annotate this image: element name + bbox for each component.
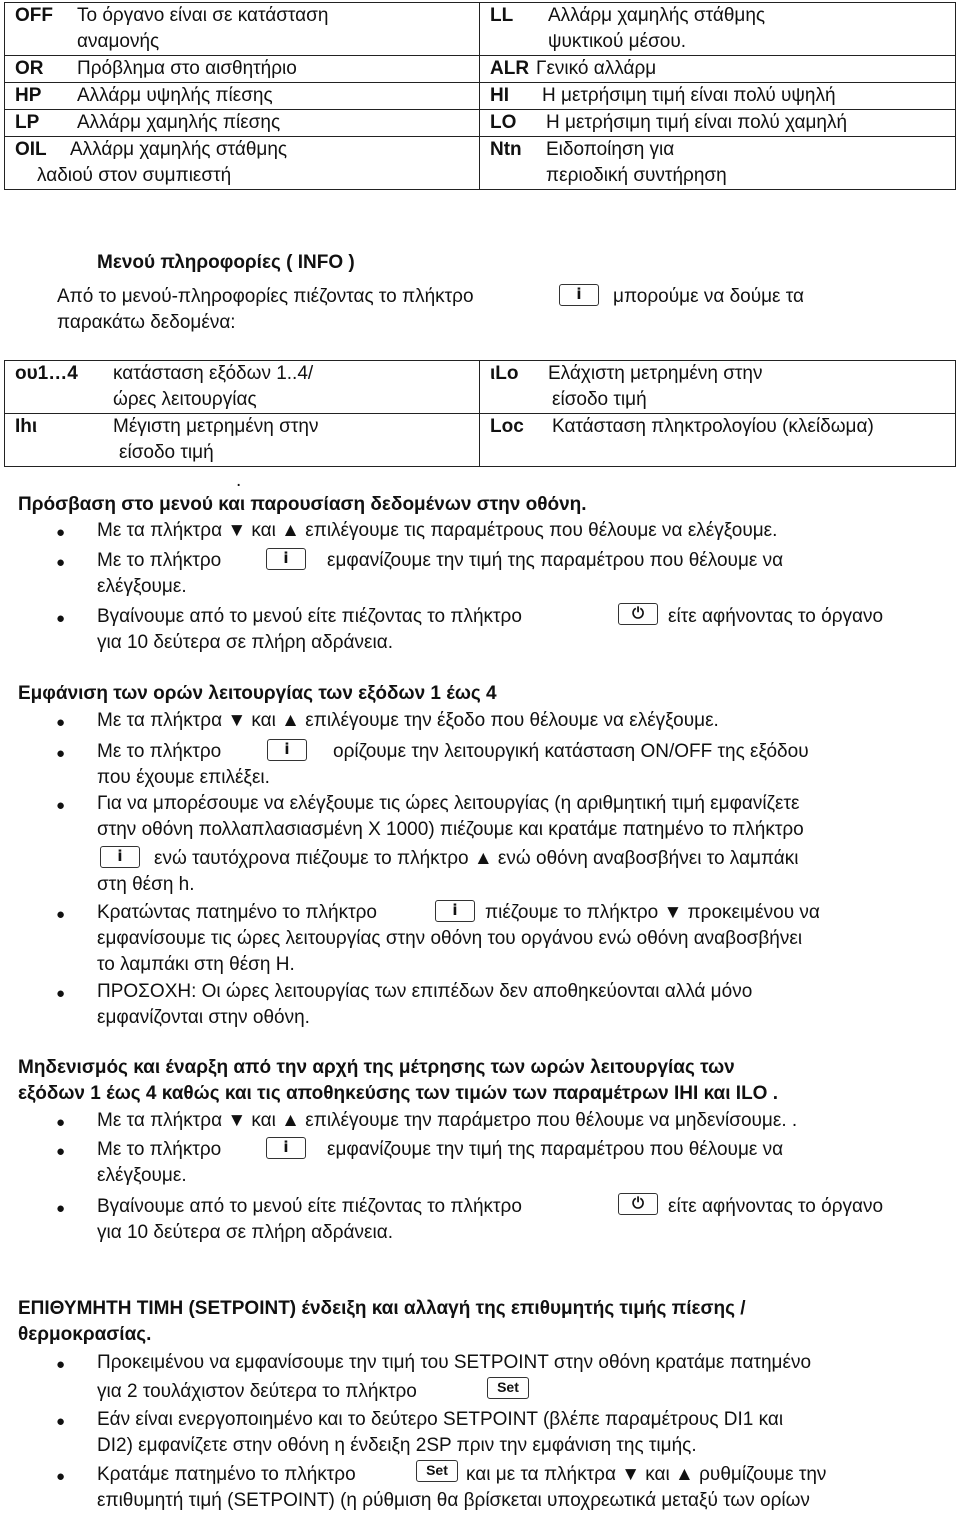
- alarm-description: Η μετρήσιμη τιμή είναι πολύ χαμηλή: [546, 112, 848, 133]
- info-description: Κατάσταση πληκτρολογίου (κλείδωμα): [552, 416, 874, 437]
- bullet-icon: ●: [56, 524, 66, 541]
- table-cell: [5, 3, 480, 56]
- table-row: [5, 56, 956, 83]
- outputs-bullet-4-cont: πιέζουμε το πλήκτρο ▼ προκειμένου να: [485, 902, 820, 923]
- info-data-table: [4, 360, 956, 467]
- outputs-bullet-1: Με τα πλήκτρα ▼ και ▲ επιλέγουμε την έξοδο που θέλουμε να ελέγξουμε.: [97, 710, 719, 731]
- outputs-bullet-4-line3: το λαμπάκι στη θέση Η.: [97, 954, 295, 975]
- reset-bullet-2-cont: εμφανίζουμε την τιμή της παραμέτρου που θέλουμε να: [327, 1139, 784, 1160]
- set-key-icon: Set: [487, 1377, 529, 1399]
- table-cell: [480, 414, 956, 467]
- alarm-code: Ntn: [490, 139, 522, 160]
- table-row: [5, 3, 956, 56]
- power-key-icon: ⏻: [618, 603, 658, 625]
- info-key-icon: i: [435, 900, 475, 922]
- alarm-description: Αλλάρμ χαμηλής στάθμης: [548, 5, 766, 26]
- outputs-bullet-5-line2: εμφανίζονται στην οθόνη.: [97, 1007, 310, 1028]
- reset-bullet-3: Βγαίνουμε από το μενού είτε πιέζοντας το πλήκτρο: [97, 1196, 522, 1217]
- alarm-description-line2: αναμονής: [77, 31, 160, 52]
- outputs-bullet-3-line3: ενώ ταυτόχρονα πιέζουμε το πλήκτρο ▲ ενώ οθόνη αναβοσβήνει το λαμπάκι: [154, 848, 799, 869]
- info-description: Μέγιστη μετρημένη στην: [113, 416, 319, 437]
- table-cell: [480, 137, 956, 190]
- alarm-description: Γενικό αλλάρμ: [536, 58, 657, 79]
- outputs-bullet-5: ΠΡΟΣΟΧΗ: Οι ώρες λειτουργίας των επιπέδων δεν αποθηκεύονται αλλά μόνο: [97, 981, 753, 1002]
- info-intro-text-line2: παρακάτω δεδομένα:: [57, 312, 236, 333]
- info-intro-text-cont: μπορούμε να δούμε τα: [613, 286, 805, 307]
- access-section-title: Πρόσβαση στο μενού και παρουσίαση δεδομένων στην οθόνη.: [18, 494, 587, 515]
- alarm-code: OR: [15, 58, 44, 79]
- dot-mark: .: [236, 470, 242, 491]
- alarm-code: LL: [490, 5, 514, 26]
- alarm-code: HP: [15, 85, 42, 106]
- alarm-codes-table: [4, 2, 956, 190]
- bullet-icon: ●: [56, 1356, 66, 1373]
- setpoint-bullet-3-cont: και με τα πλήκτρα ▼ και ▲ ρυθμίζουμε την: [466, 1464, 827, 1485]
- alarm-code: OIL: [15, 139, 47, 160]
- reset-bullet-3-line2: για 10 δεύτερα σε πλήρη αδράνεια.: [97, 1222, 393, 1243]
- bullet-icon: ●: [56, 745, 66, 762]
- alarm-description-line2: ψυκτικού μέσου.: [548, 31, 687, 52]
- info-key-icon: i: [559, 284, 599, 306]
- bullet-icon: ●: [56, 1114, 66, 1131]
- access-bullet-3: Βγαίνουμε από το μενού είτε πιέζοντας το πλήκτρο: [97, 606, 522, 627]
- table-row: [5, 83, 956, 110]
- setpoint-section-title: ΕΠΙΘΥΜΗΤΗ ΤΙΜΗ (SETPOINT) ένδειξη και αλλαγή της επιθυμητής τιμής πίεσης /: [18, 1298, 746, 1319]
- access-bullet-1: Με τα πλήκτρα ▼ και ▲ επιλέγουμε τις παραμέτρους που θέλουμε να ελέγξουμε.: [97, 520, 778, 541]
- info-code: Ihι: [15, 416, 38, 437]
- setpoint-bullet-2: Εάν είναι ενεργοποιημένο και το δεύτερο SETPOINT (βλέπε παραμέτρους DI1 και: [97, 1409, 784, 1430]
- info-key-icon: i: [100, 846, 140, 868]
- info-key-icon: i: [266, 548, 306, 570]
- bullet-icon: ●: [56, 985, 66, 1002]
- info-code: ου1…4: [15, 363, 78, 384]
- reset-section-title: Μηδενισμός και έναρξη από την αρχή της μέτρησης των ωρών λειτουργίας των: [18, 1057, 735, 1078]
- bullet-icon: ●: [56, 906, 66, 923]
- table-cell: [5, 56, 480, 83]
- setpoint-bullet-1: Προκειμένου να εμφανίσουμε την τιμή του SETPOINT στην οθόνη κρατάμε πατημένο: [97, 1352, 812, 1373]
- table-cell: [5, 83, 480, 110]
- alarm-code: OFF: [15, 5, 53, 26]
- outputs-bullet-3: Για να μπορέσουμε να ελέγξουμε τις ώρες λειτουργίας (η αριθμητική τιμή εμφανίζετε: [97, 793, 800, 814]
- outputs-bullet-2-line2: που έχουμε επιλέξει.: [97, 767, 270, 788]
- table-cell: [480, 110, 956, 137]
- table-cell: [5, 414, 480, 467]
- info-description-line2: είσοδο τιμή: [552, 389, 647, 410]
- alarm-description: Αλλάρμ χαμηλής στάθμης: [70, 139, 288, 160]
- table-row: [5, 414, 956, 467]
- reset-bullet-3-cont: είτε αφήνοντας το όργανο: [668, 1196, 884, 1217]
- reset-section-title-line2: εξόδων 1 έως 4 καθώς και τις αποθηκεύσης των τιμών των παραμέτρων IHI και ILO .: [18, 1083, 779, 1104]
- setpoint-section-title-line2: θερμοκρασίας.: [18, 1324, 152, 1345]
- table-row: [5, 361, 956, 414]
- table-cell: [480, 361, 956, 414]
- info-code: ιLo: [490, 363, 519, 384]
- bullet-icon: ●: [56, 554, 66, 571]
- alarm-code: LP: [15, 112, 40, 133]
- alarm-code: ALR: [490, 58, 530, 79]
- alarm-description: Το όργανο είναι σε κατάσταση: [77, 5, 329, 26]
- table-cell: [480, 83, 956, 110]
- table-row: [5, 110, 956, 137]
- reset-bullet-2-line2: ελέγξουμε.: [97, 1165, 187, 1186]
- alarm-description-line2: περιοδική συντήρηση: [546, 165, 727, 186]
- alarm-code: HI: [490, 85, 509, 106]
- info-description-line2: ώρες λειτουργίας: [113, 389, 257, 410]
- bullet-icon: ●: [56, 1413, 66, 1430]
- setpoint-bullet-2-line2: DI2) εμφανίζετε στην οθόνη η ένδειξη 2SP πριν την εμφάνιση της τιμής.: [97, 1435, 697, 1456]
- alarm-description: Αλλάρμ χαμηλής πίεσης: [77, 112, 281, 133]
- setpoint-bullet-3: Κρατάμε πατημένο το πλήκτρο: [97, 1464, 356, 1485]
- info-intro-text: Από το μενού-πληροφορίες πιέζοντας το πλήκτρο: [57, 286, 474, 307]
- bullet-icon: ●: [56, 1143, 66, 1160]
- bullet-icon: ●: [56, 1468, 66, 1485]
- table-row: [5, 137, 956, 190]
- access-bullet-3-cont: είτε αφήνοντας το όργανο: [668, 606, 884, 627]
- alarm-description: Αλλάρμ υψηλής πίεσης: [77, 85, 273, 106]
- alarm-description-line2: λαδιού στον συμπιεστή: [37, 165, 232, 186]
- info-description-line2: είσοδο τιμή: [119, 442, 214, 463]
- info-code: Loc: [490, 416, 524, 437]
- bullet-icon: ●: [56, 1200, 66, 1217]
- table-cell: [5, 361, 480, 414]
- info-key-icon: i: [267, 739, 307, 761]
- access-bullet-2-line2: ελέγξουμε.: [97, 576, 187, 597]
- access-bullet-3-line2: για 10 δεύτερα σε πλήρη αδράνεια.: [97, 632, 393, 653]
- table-cell: [5, 137, 480, 190]
- reset-bullet-2: Με το πλήκτρο: [97, 1139, 222, 1160]
- info-description: κατάσταση εξόδων 1..4/: [113, 363, 314, 384]
- outputs-bullet-3-line4: στη θέση h.: [97, 874, 195, 895]
- power-key-icon: ⏻: [618, 1193, 658, 1215]
- table-cell: [480, 3, 956, 56]
- outputs-bullet-2: Με το πλήκτρο: [97, 741, 222, 762]
- setpoint-bullet-3-line2: επιθυμητή τιμή (SETPOINT) (η ρύθμιση θα βρίσκεται υποχρεωτικά μεταξύ των ορίων: [97, 1490, 810, 1511]
- access-bullet-2: Με το πλήκτρο: [97, 550, 222, 571]
- bullet-icon: ●: [56, 714, 66, 731]
- table-cell: [5, 110, 480, 137]
- info-menu-title: Μενού πληροφορίες ( INFO ): [97, 252, 355, 273]
- table-cell: [480, 56, 956, 83]
- set-key-icon: Set: [416, 1460, 458, 1482]
- bullet-icon: ●: [56, 797, 66, 814]
- outputs-section-title: Εμφάνιση των ορών λειτουργίας των εξόδων 1 έως 4: [18, 683, 497, 704]
- bullet-icon: ●: [56, 610, 66, 627]
- access-bullet-2-cont: εμφανίζουμε την τιμή της παραμέτρου που θέλουμε να: [327, 550, 784, 571]
- alarm-code: LO: [490, 112, 517, 133]
- setpoint-bullet-1-line2: για 2 τουλάχιστον δεύτερα το πλήκτρο: [97, 1381, 417, 1402]
- alarm-description: Η μετρήσιμη τιμή είναι πολύ υψηλή: [542, 85, 836, 106]
- outputs-bullet-3-line2: στην οθόνη πολλαπλασιασμένη X 1000) πιέζουμε και κρατάμε πατημένο το πλήκτρο: [97, 819, 804, 840]
- alarm-description: Πρόβλημα στο αισθητήριο: [77, 58, 297, 79]
- reset-bullet-1: Με τα πλήκτρα ▼ και ▲ επιλέγουμε την παράμετρο που θέλουμε να μηδενίσουμε. .: [97, 1110, 798, 1131]
- outputs-bullet-4-line2: εμφανίσουμε τις ώρες λειτουργίας στην οθόνη του οργάνου ενώ οθόνη αναβοσβήνει: [97, 928, 803, 949]
- outputs-bullet-4: Κρατώντας πατημένο το πλήκτρο: [97, 902, 377, 923]
- info-description: Ελάχιστη μετρημένη στην: [548, 363, 763, 384]
- outputs-bullet-2-cont: ορίζουμε την λειτουργική κατάσταση ON/OFF της εξόδου: [333, 741, 809, 762]
- info-key-icon: i: [266, 1137, 306, 1159]
- alarm-description: Ειδοποίηση για: [546, 139, 675, 160]
